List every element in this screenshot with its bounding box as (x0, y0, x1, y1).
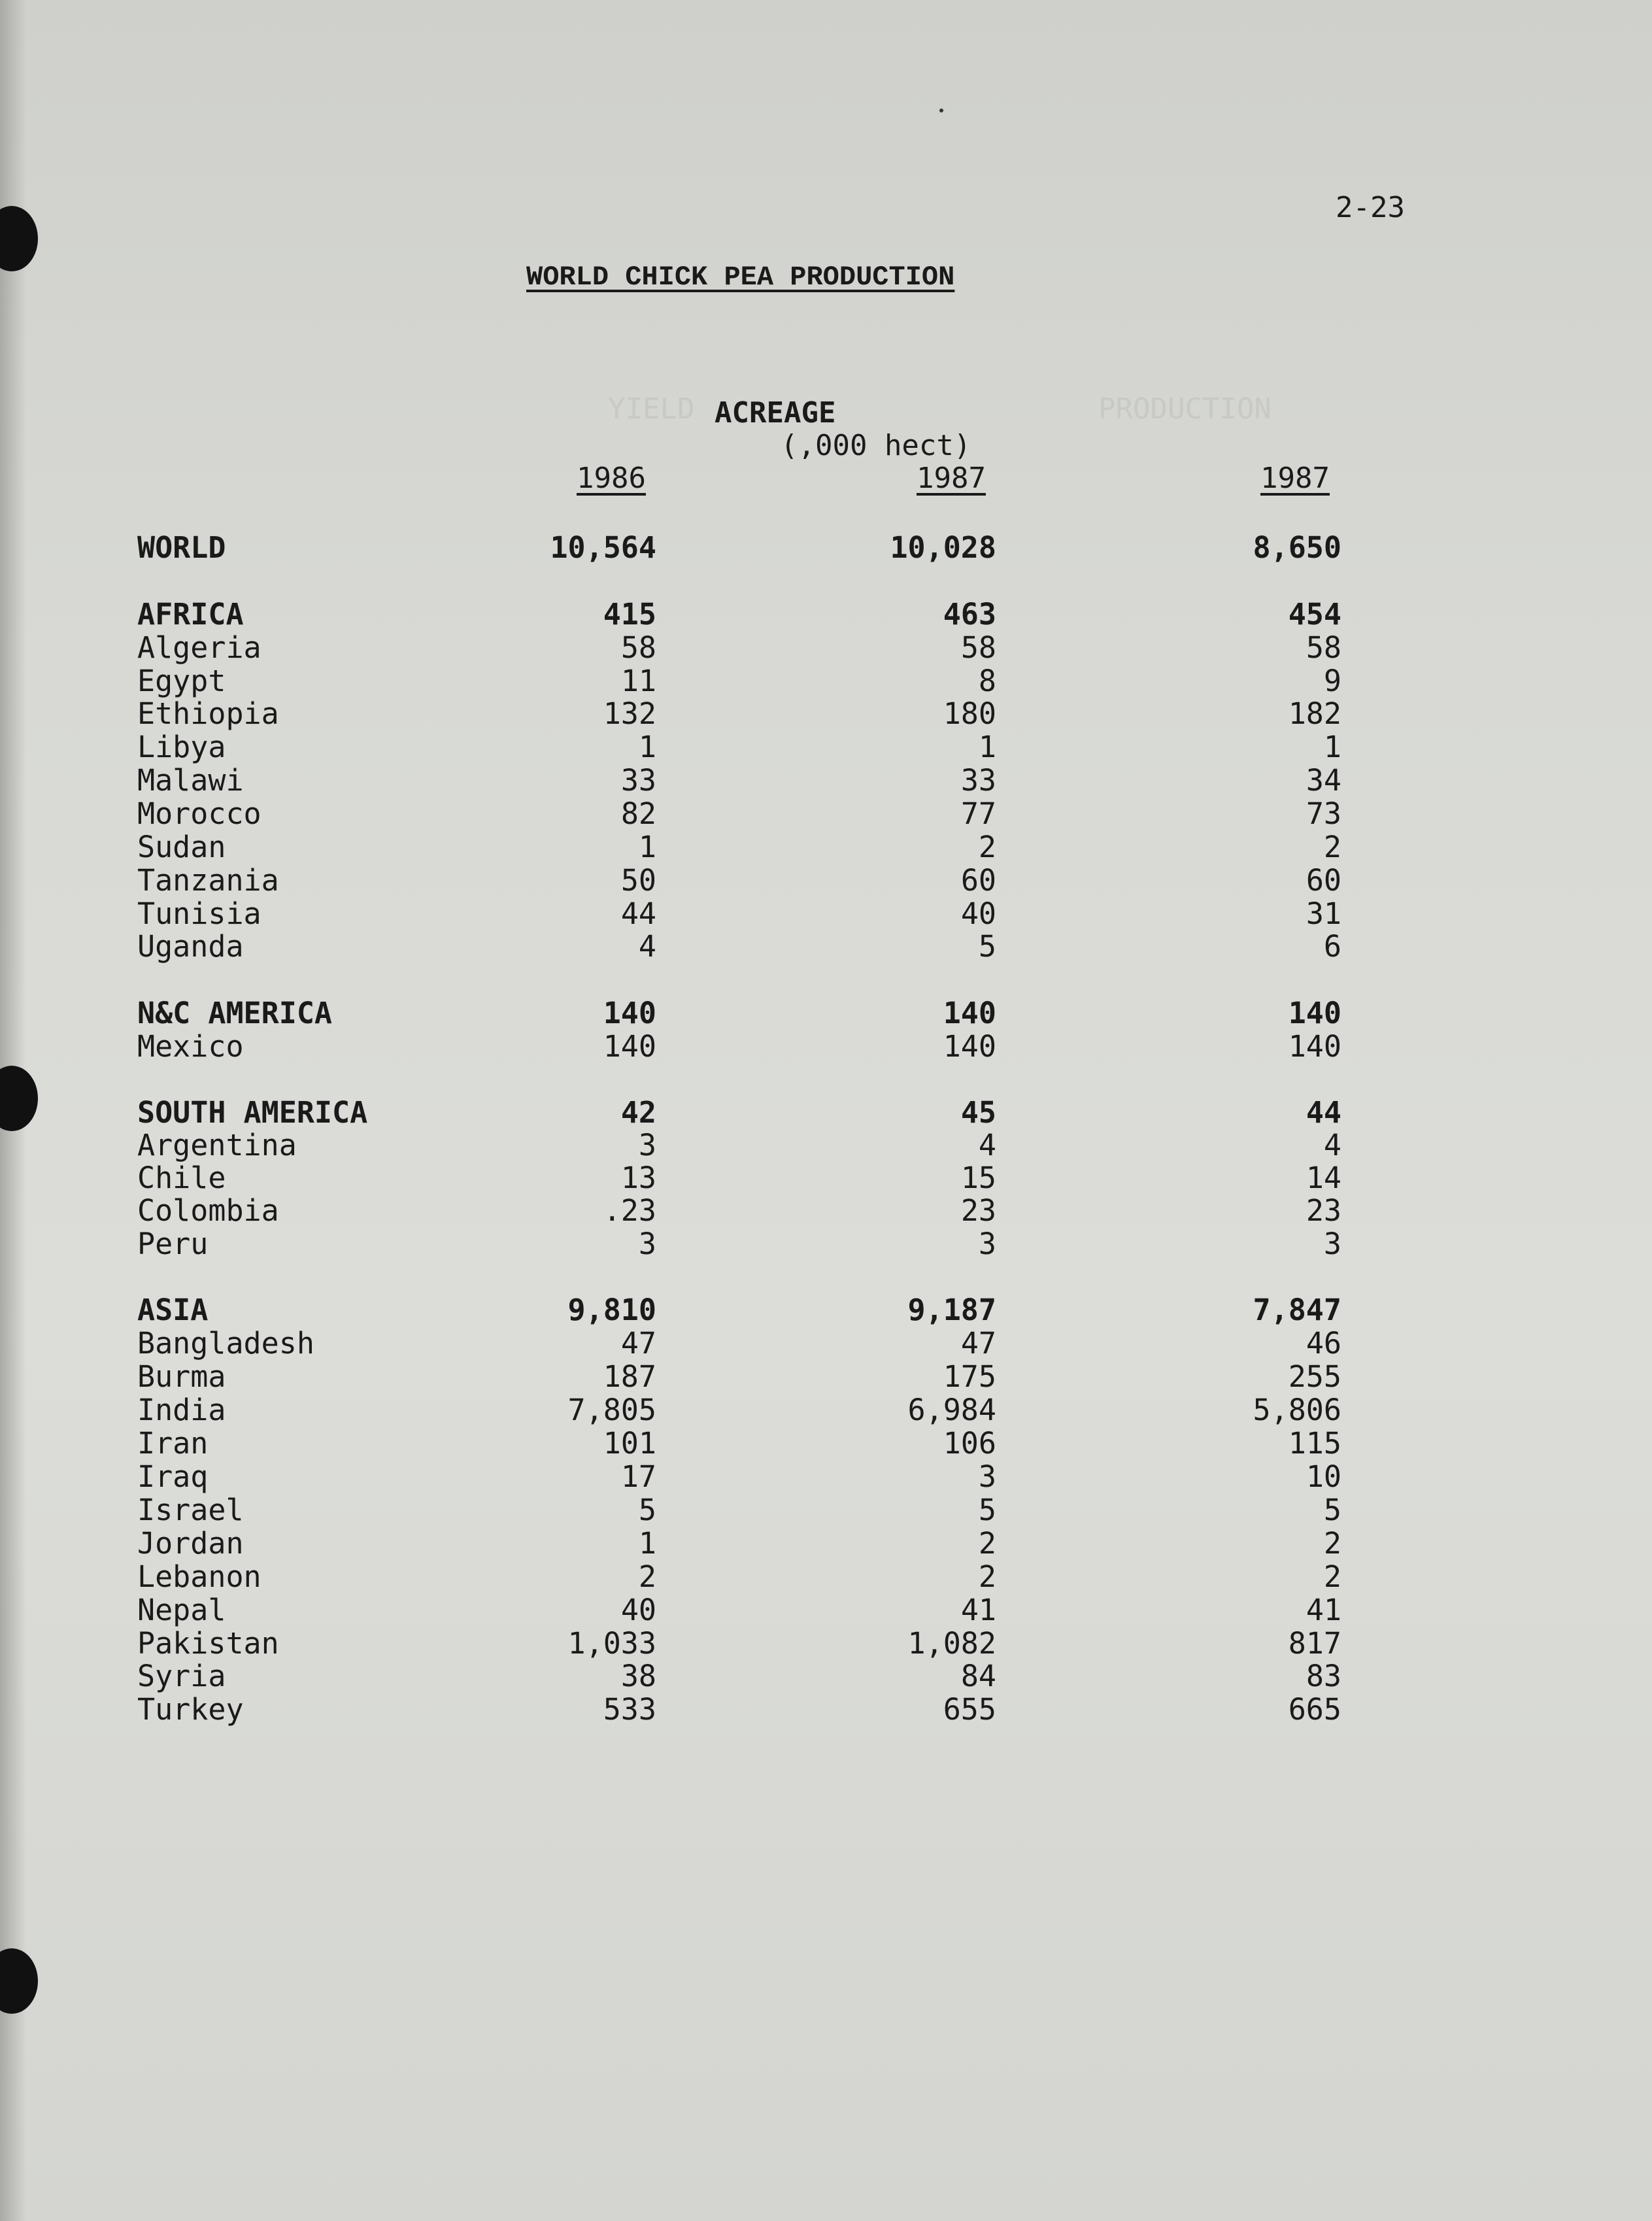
acreage-1987: 41 (960, 1593, 996, 1627)
acreage-1986: .23 (603, 1193, 656, 1228)
production-1987: 2 (1323, 1559, 1341, 1594)
acreage-1986: 42 (620, 1095, 656, 1130)
acreage-1987: 60 (960, 863, 996, 898)
acreage-1987: 140 (943, 1029, 996, 1064)
production-1987: 4 (1323, 1128, 1341, 1162)
country-name: Pakistan (137, 1626, 279, 1661)
country-name: Bangladesh (137, 1326, 314, 1361)
country-name: Burma (137, 1359, 226, 1394)
country-row (0, 1194, 1652, 1228)
country-row (0, 1360, 1652, 1394)
acreage-1987: 4 (978, 1128, 996, 1162)
country-row (0, 830, 1652, 864)
production-1987: 5 (1323, 1493, 1341, 1527)
country-row (0, 930, 1652, 964)
acreage-1986: 4 (638, 929, 656, 964)
acreage-1987: 5 (978, 1493, 996, 1527)
production-1987: 9 (1323, 664, 1341, 698)
country-row (0, 1161, 1652, 1195)
country-name: WORLD (137, 530, 226, 565)
country-name: Colombia (137, 1193, 279, 1228)
acreage-1986: 3 (638, 1128, 656, 1162)
acreage-1986: 5 (638, 1493, 656, 1527)
acreage-1986: 1 (638, 730, 656, 764)
production-1987: 31 (1306, 896, 1341, 931)
acreage-1986: 187 (603, 1359, 656, 1394)
production-1987: 46 (1306, 1326, 1341, 1361)
acreage-1987: 15 (960, 1161, 996, 1195)
production-1987: 60 (1306, 863, 1341, 898)
country-name: Algeria (137, 630, 261, 665)
production-1987: 115 (1288, 1426, 1341, 1461)
country-row (0, 1030, 1652, 1064)
region-total-row (0, 1096, 1652, 1130)
acreage-1987: 655 (943, 1692, 996, 1727)
acreage-1987: 8 (978, 664, 996, 698)
production-1987: 58 (1306, 630, 1341, 665)
acreage-1986: 11 (620, 664, 656, 698)
acreage-1987: 6,984 (907, 1393, 996, 1427)
country-row (0, 1593, 1652, 1627)
acreage-1987: 58 (960, 630, 996, 665)
country-name: Uganda (137, 929, 244, 964)
production-1987: 1 (1323, 730, 1341, 764)
country-row (0, 764, 1652, 798)
production-1987: 140 (1288, 1029, 1341, 1064)
acreage-1987: 2 (978, 830, 996, 864)
acreage-1987: 10,028 (890, 530, 996, 565)
country-row (0, 797, 1652, 831)
country-row (0, 664, 1652, 698)
acreage-1987: 9,187 (907, 1293, 996, 1327)
acreage-1986: 2 (638, 1559, 656, 1594)
acreage-1986: 7,805 (567, 1393, 656, 1427)
country-name: India (137, 1393, 226, 1427)
country-name: Sudan (137, 830, 226, 864)
acreage-1987: 1,082 (907, 1626, 996, 1661)
country-name: Mexico (137, 1029, 244, 1064)
country-row (0, 631, 1652, 665)
country-name: Turkey (137, 1692, 244, 1727)
production-1987: 8,650 (1253, 530, 1341, 565)
unit-label: (,000 hect) (781, 429, 971, 462)
production-1987: 41 (1306, 1593, 1341, 1627)
country-name: Ethiopia (137, 696, 279, 731)
country-row (0, 1393, 1652, 1427)
acreage-1987: 40 (960, 896, 996, 931)
country-row (0, 697, 1652, 731)
production-1987: 255 (1288, 1359, 1341, 1394)
country-name: Lebanon (137, 1559, 261, 1594)
acreage-1987: 3 (978, 1227, 996, 1261)
production-1987: 34 (1306, 763, 1341, 798)
production-1987: 83 (1306, 1659, 1341, 1693)
region-total-row (0, 531, 1652, 565)
country-name: Syria (137, 1659, 226, 1693)
country-row (0, 730, 1652, 764)
acreage-1987: 140 (943, 996, 996, 1030)
production-1987: 2 (1323, 1526, 1341, 1561)
year-header-1987: 1987 (917, 462, 986, 495)
acreage-1987: 47 (960, 1326, 996, 1361)
country-name: Tanzania (137, 863, 279, 898)
page-title: WORLD CHICK PEA PRODUCTION (526, 262, 955, 293)
country-name: Nepal (137, 1593, 226, 1627)
acreage-1986: 58 (620, 630, 656, 665)
acreage-1986: 9,810 (567, 1293, 656, 1327)
acreage-1986: 140 (603, 996, 656, 1030)
production-1987: 44 (1306, 1095, 1341, 1130)
bleed-through-text: YIELD (608, 392, 695, 426)
country-name: Chile (137, 1161, 226, 1195)
acreage-1987: 463 (943, 597, 996, 632)
country-name: Argentina (137, 1128, 297, 1162)
acreage-1987: 84 (960, 1659, 996, 1693)
acreage-1986: 47 (620, 1326, 656, 1361)
acreage-heading: ACREAGE (715, 396, 836, 430)
production-1987: 23 (1306, 1193, 1341, 1228)
country-name: Libya (137, 730, 226, 764)
year-header-1987-production: 1987 (1260, 462, 1330, 495)
acreage-1987: 180 (943, 696, 996, 731)
acreage-1986: 17 (620, 1459, 656, 1494)
production-1987: 140 (1288, 996, 1341, 1030)
country-row (0, 1659, 1652, 1693)
production-1987: 14 (1306, 1161, 1341, 1195)
production-1987: 665 (1288, 1692, 1341, 1727)
production-1987: 7,847 (1253, 1293, 1341, 1327)
production-1987: 2 (1323, 830, 1341, 864)
country-name: Morocco (137, 796, 261, 831)
production-1987: 817 (1288, 1626, 1341, 1661)
acreage-1987: 77 (960, 796, 996, 831)
country-name: Malawi (137, 763, 244, 798)
country-name: Tunisia (137, 896, 261, 931)
acreage-1987: 45 (960, 1095, 996, 1130)
acreage-1987: 3 (978, 1459, 996, 1494)
acreage-1986: 10,564 (550, 530, 656, 565)
country-row (0, 897, 1652, 931)
production-1987: 5,806 (1253, 1393, 1341, 1427)
acreage-1986: 13 (620, 1161, 656, 1195)
acreage-1986: 82 (620, 796, 656, 831)
paper-speck (939, 109, 943, 112)
country-row (0, 1427, 1652, 1461)
acreage-1987: 106 (943, 1426, 996, 1461)
country-row (0, 1227, 1652, 1261)
country-row (0, 1128, 1652, 1162)
country-row (0, 1327, 1652, 1361)
country-row (0, 1527, 1652, 1561)
country-row (0, 1627, 1652, 1661)
country-name: Peru (137, 1227, 209, 1261)
country-row (0, 1493, 1652, 1527)
acreage-1986: 50 (620, 863, 656, 898)
page-number: 2-23 (1336, 191, 1405, 224)
country-name: AFRICA (137, 597, 244, 632)
acreage-1987: 33 (960, 763, 996, 798)
country-name: N&C AMERICA (137, 996, 333, 1030)
country-name: Egypt (137, 664, 226, 698)
acreage-1986: 101 (603, 1426, 656, 1461)
acreage-1986: 3 (638, 1227, 656, 1261)
acreage-1986: 533 (603, 1692, 656, 1727)
region-total-row (0, 996, 1652, 1030)
acreage-1986: 132 (603, 696, 656, 731)
binder-hole-bottom (0, 1948, 38, 2014)
country-name: SOUTH AMERICA (137, 1095, 368, 1130)
acreage-1987: 2 (978, 1526, 996, 1561)
production-1987: 182 (1288, 696, 1341, 731)
acreage-1987: 175 (943, 1359, 996, 1394)
acreage-1987: 23 (960, 1193, 996, 1228)
acreage-1986: 140 (603, 1029, 656, 1064)
production-1987: 73 (1306, 796, 1341, 831)
production-1987: 3 (1323, 1227, 1341, 1261)
acreage-1986: 1 (638, 830, 656, 864)
acreage-1986: 38 (620, 1659, 656, 1693)
country-name: Iran (137, 1426, 209, 1461)
acreage-1986: 40 (620, 1593, 656, 1627)
region-total-row (0, 598, 1652, 632)
country-name: ASIA (137, 1293, 209, 1327)
country-name: Iraq (137, 1459, 209, 1494)
production-1987: 10 (1306, 1459, 1341, 1494)
country-name: Jordan (137, 1526, 244, 1561)
binder-hole-top (0, 206, 38, 271)
country-row (0, 864, 1652, 898)
region-total-row (0, 1293, 1652, 1327)
production-1987: 6 (1323, 929, 1341, 964)
acreage-1987: 1 (978, 730, 996, 764)
acreage-1986: 33 (620, 763, 656, 798)
acreage-1987: 2 (978, 1559, 996, 1594)
country-name: Israel (137, 1493, 244, 1527)
country-row (0, 1560, 1652, 1594)
country-row (0, 1693, 1652, 1727)
acreage-1986: 415 (603, 597, 656, 632)
year-header-1986: 1986 (577, 462, 646, 495)
acreage-1986: 1,033 (567, 1626, 656, 1661)
country-row (0, 1460, 1652, 1494)
acreage-1987: 5 (978, 929, 996, 964)
production-1987: 454 (1288, 597, 1341, 632)
acreage-1986: 1 (638, 1526, 656, 1561)
bleed-through-text: PRODUCTION (1098, 392, 1272, 426)
acreage-1986: 44 (620, 896, 656, 931)
